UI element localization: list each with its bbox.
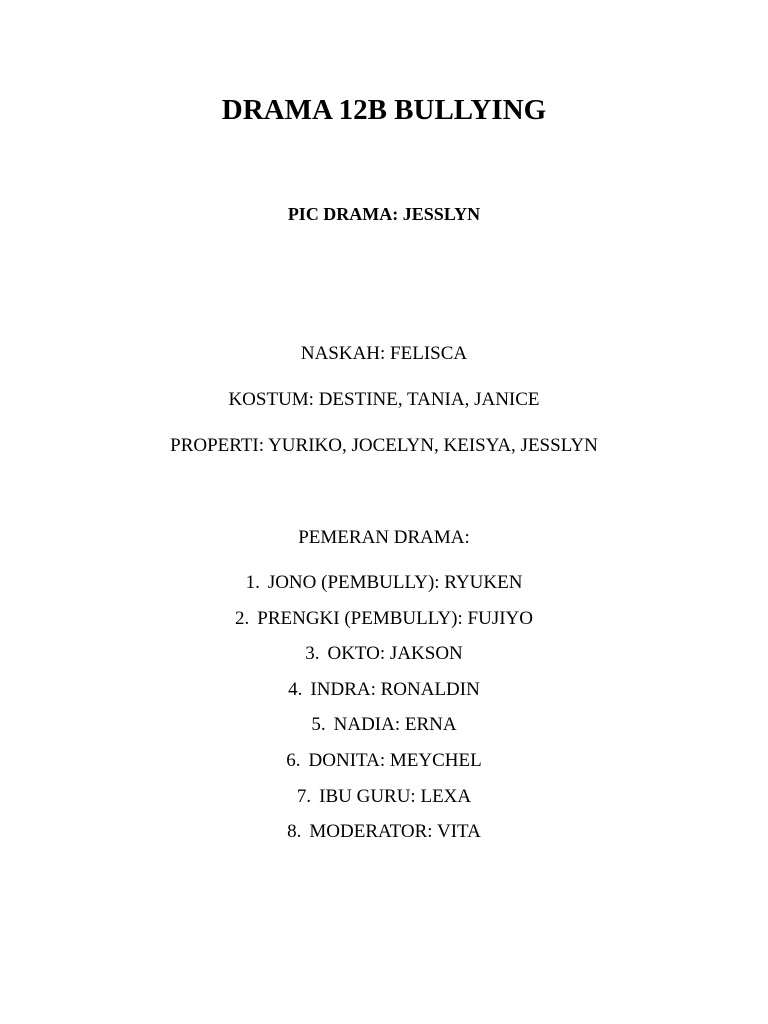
cast-list [0, 573, 768, 858]
list-item [0, 644, 768, 680]
document-title: DRAMA 12B BULLYING [221, 94, 547, 126]
cast-entry: DONITA: MEYCHEL [308, 749, 482, 771]
list-item [0, 680, 768, 716]
cast-entry: OKTO: JAKSON [327, 643, 463, 665]
cast-entry: NADIA: ERNA [333, 714, 457, 736]
list-item [0, 787, 768, 823]
cast-entry: JONO (PEMBULLY): RYUKEN [267, 572, 523, 593]
list-number: 6. [286, 749, 301, 771]
cast-heading: PEMERAN DRAMA: [298, 527, 470, 548]
list-number: 4. [288, 678, 303, 700]
list-number: 5. [311, 714, 326, 736]
list-number: 1. [245, 572, 260, 593]
cast-entry: MODERATOR: VITA [309, 821, 481, 843]
list-number: 7. [296, 785, 312, 807]
list-item [0, 609, 768, 645]
list-number: 3. [305, 643, 320, 665]
list-item [0, 822, 768, 858]
cast-entry: INDRA: RONALDIN [310, 678, 480, 700]
list-number: 2. [235, 607, 250, 629]
list-number: 8. [287, 821, 302, 843]
cast-entry: IBU GURU: LEXA [319, 785, 472, 807]
cast-entry: PRENGKI (PEMBULLY): FUJIYO [257, 607, 533, 629]
crew-naskah: NASKAH: FELISCA [300, 343, 468, 364]
list-item [0, 715, 768, 751]
crew-kostum: KOSTUM: DESTINE, TANIA, JANICE [228, 389, 540, 410]
crew-properti: PROPERTI: YURIKO, JOCELYN, KEISYA, JESSLYN [170, 435, 598, 456]
list-item [0, 573, 768, 609]
list-item [0, 751, 768, 787]
pic-drama-line: PIC DRAMA: JESSLYN [287, 204, 481, 224]
